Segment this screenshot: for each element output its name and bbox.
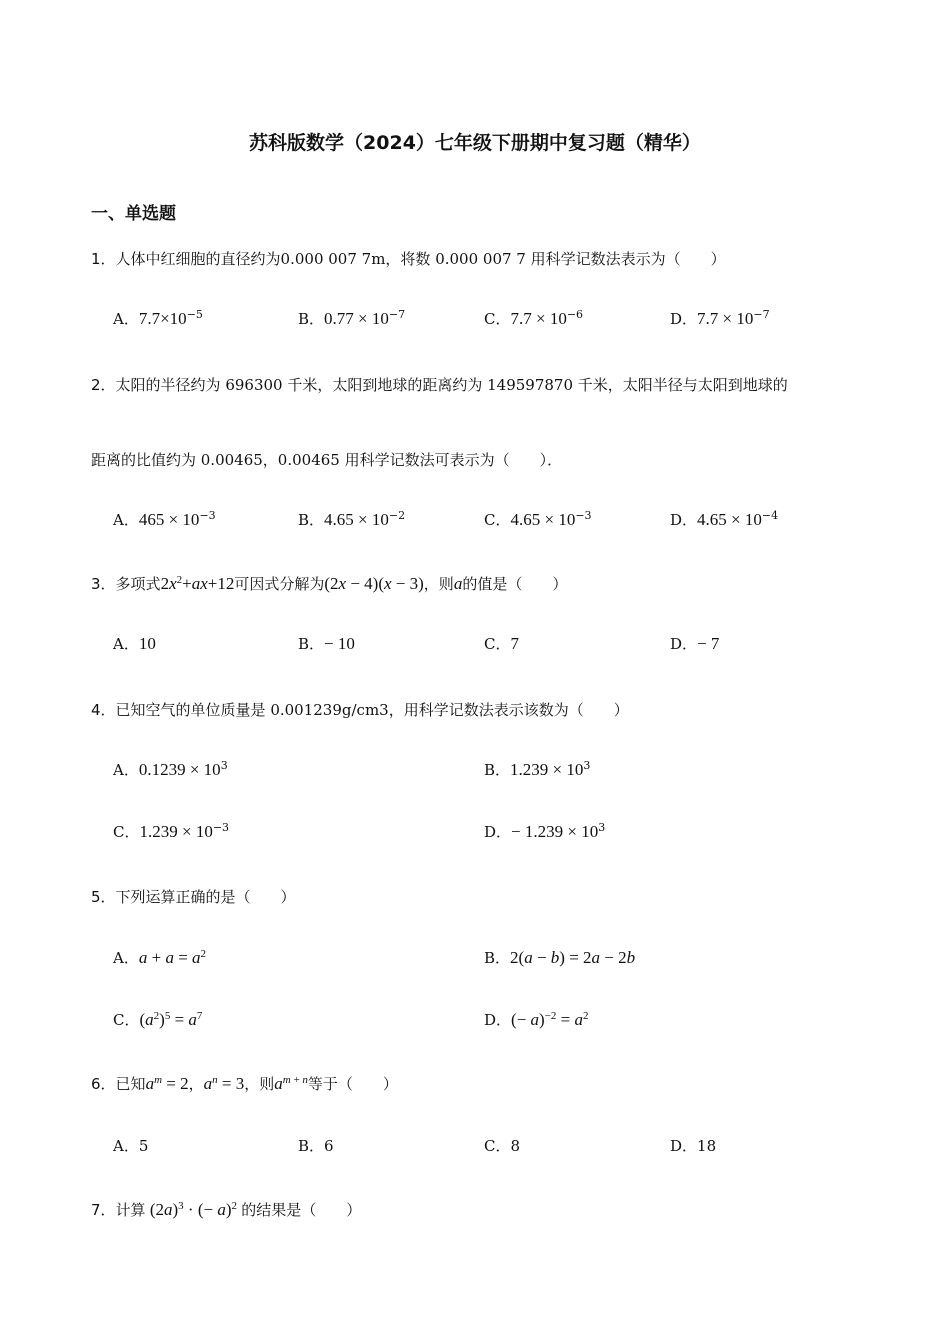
option-c: C．$4.65 \times 10^{-3}$ (484, 509, 592, 529)
option-d: D．18 (670, 1137, 717, 1155)
option-a: A．$a + a = a^2$ (113, 948, 207, 967)
question-text: 距离的比值约为 0.00465，0.00465 用科学记数法可表示为（ ）． (91, 451, 563, 469)
question-6: 6．已知$a^m = 2$，$a^n = 3$，则$a^{m + n}$等于（ ） (91, 1074, 398, 1093)
question-number: 2． (91, 376, 116, 394)
option-b: B．$4.65 \times 10^{-2}$ (298, 509, 406, 529)
question-7: 7．计算 $(2a)^3$ · (− a)$^2$ 的结果是（ ） (91, 1200, 362, 1219)
option-a: A．$465 \times 10^{-3}$ (113, 509, 216, 529)
question-4 (91, 699, 629, 720)
question-number: 5． (91, 888, 116, 906)
question-3: 3．多项式$2x^2+ax+12$可因式分解为(2x − 4)(x − 3)，则a的值是（ ） (91, 574, 568, 593)
page-title: 苏科版数学（2024）七年级下册期中复习题（精华） (249, 132, 701, 154)
question-text: 人体中红细胞的直径约为0.000 007 7m，将数 0.000 007 7 用科学记数法表示为（ ） (115, 250, 726, 268)
option-a: A．$0.1239 \times 10^3$ (113, 759, 228, 779)
option-c: C．$7.7 \times 10^{-6}$ (484, 308, 584, 328)
option-d: D．$7.7 \times 10^{-7}$ (670, 308, 770, 328)
option-b: B．$0.77 \times 10^{-7}$ (298, 308, 406, 328)
expression: $(2a)^3$ · (− a)$^2$ (145, 1200, 237, 1219)
option-c: C．8 (484, 1137, 521, 1155)
polynomial-expression: $2x^2+ax+12$ (160, 574, 235, 593)
option-c: C．$(a^2)^5 = a^7$ (113, 1010, 203, 1029)
option-a: A．5 (113, 1137, 149, 1155)
question-number: 1． (91, 250, 116, 268)
question-1 (91, 248, 726, 269)
option-b: B．$1.239 \times 10^3$ (484, 759, 591, 779)
question-text: 已知空气的单位质量是 0.001239g/cm3，用科学记数法表示该数为（ ） (115, 701, 629, 719)
option-a: A．$7.7\times 10^{-5}$ (113, 308, 203, 328)
question-5 (91, 886, 296, 907)
option-b: B．6 (298, 1137, 334, 1155)
option-d: D．− 7 (670, 634, 720, 653)
option-c: C．7 (484, 634, 519, 653)
option-d: D．− $1.239 \times 10^3$ (484, 821, 606, 841)
option-d: D．(− $a)^{-2} = a^2$ (484, 1010, 589, 1029)
question-2-continued (91, 449, 562, 470)
option-c: C．$1.239 \times 10^{-3}$ (113, 821, 230, 841)
question-number: 4． (91, 701, 116, 719)
option-d: D．$4.65 \times 10^{-4}$ (670, 509, 779, 529)
question-2 (91, 374, 788, 395)
question-number: 3． (91, 575, 116, 593)
question-number: 7． (91, 1201, 116, 1219)
option-a: A．10 (113, 634, 156, 653)
option-b: B．2(a − b) = 2a − 2b (484, 948, 636, 967)
question-number: 6． (91, 1075, 116, 1093)
factored-expression: (2x − 4)(x − 3) (324, 574, 424, 593)
question-text: 太阳的半径约为 696300 千米，太阳到地球的距离约为 149597870 千米，太阳半径与太阳到地球的 (115, 376, 788, 394)
question-text: 下列运算正确的是（ ） (115, 888, 296, 906)
option-b: B．− 10 (298, 634, 355, 653)
section-heading: 一、单选题 (91, 204, 176, 224)
